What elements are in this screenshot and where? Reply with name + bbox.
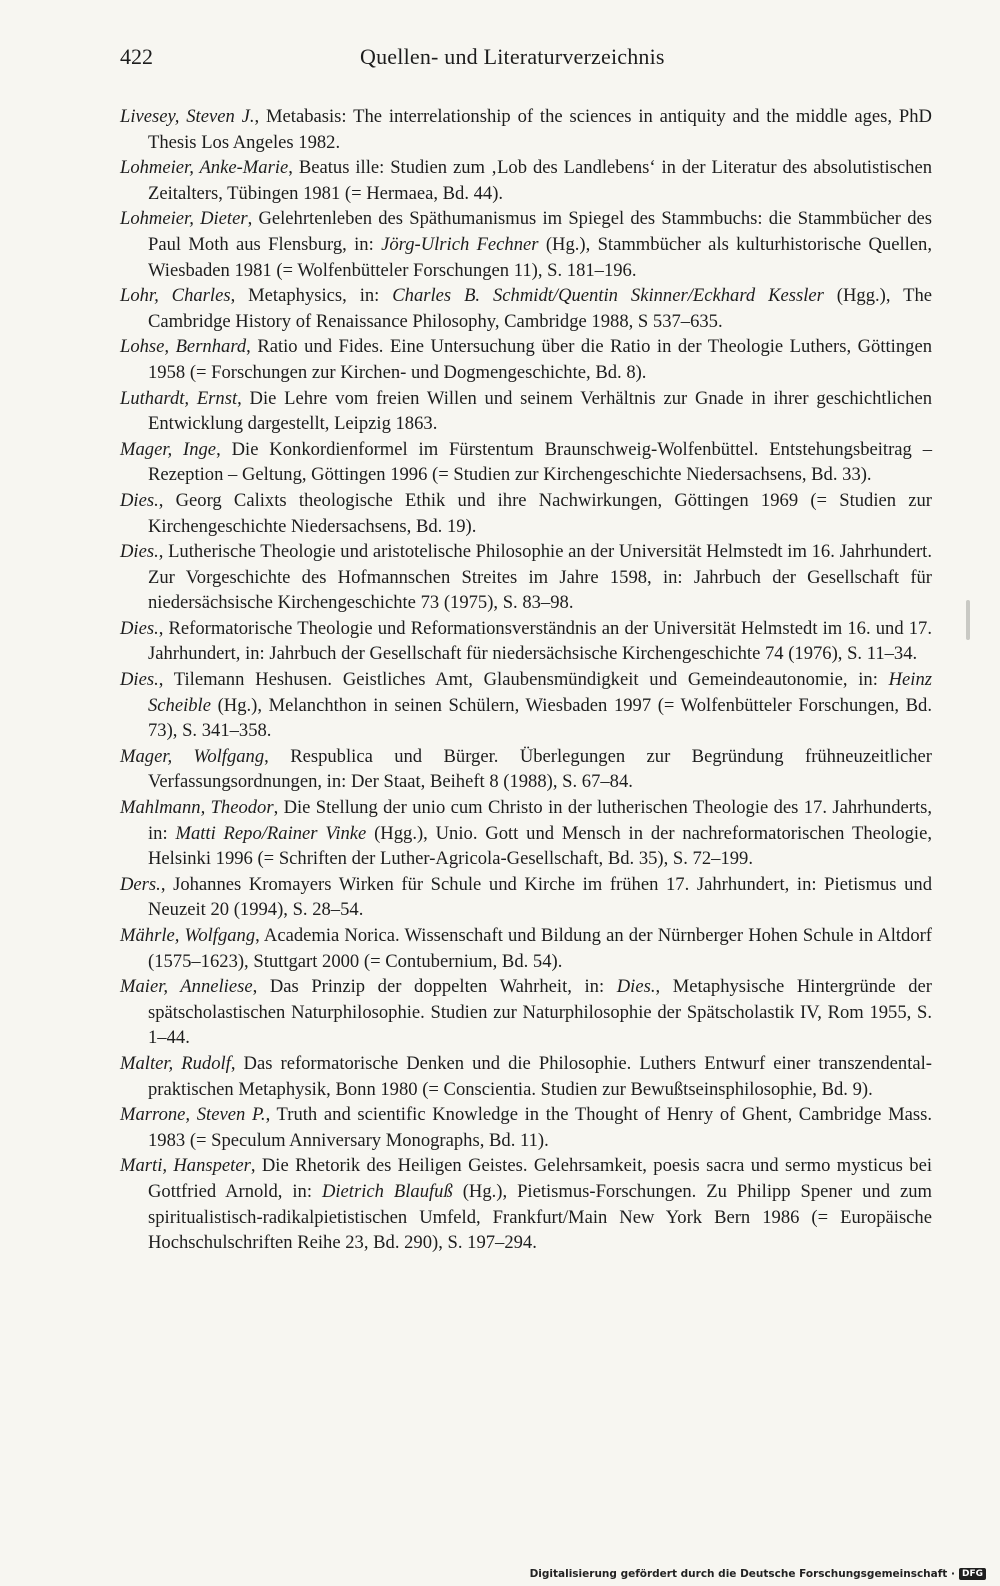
entry-author: Maier, Anneliese xyxy=(120,976,253,998)
bib-entry xyxy=(120,386,932,437)
entry-text: , Truth and scientific Knowledge in the Thought of Henry of Ghent, Cambridge Mass. 1983 (= Speculum Anniversary Monographs, Bd. 11). xyxy=(148,1104,932,1151)
entry-author: Lohmeier, Anke-Marie xyxy=(120,157,289,179)
bibliography-list xyxy=(120,104,932,1256)
entry-editor: Dietrich Blaufuß xyxy=(321,1180,453,1202)
entry-author: Dies. xyxy=(120,617,159,639)
entry-text: , Die Rhetorik des Heiligen Geistes. Gelehrsamkeit, poesis sacra und sermo mysticus bei Gottfried Arnold, in: xyxy=(148,1155,932,1202)
digitization-credit xyxy=(530,1568,986,1580)
bib-entry xyxy=(120,872,932,923)
entry-author: Dies. xyxy=(120,489,159,511)
entry-text-cont: (Hgg.), The Cambridge History of Renaissance Philosophy, Cambridge 1988, S 537–635. xyxy=(148,285,932,332)
entry-text-cont: (Hg.), Pietismus-Forschungen. Zu Philipp Spener und zum spiritualistisch-radikalpietistischen Umfeld, Frankfurt/Main New York Bern 1986 (= Europäische Hochschulschriften Reihe 23, Bd. 290), S. 197–294. xyxy=(148,1180,932,1254)
entry-author: Lohmeier, Dieter xyxy=(120,208,248,230)
entry-text-cont: , Metaphysische Hintergründe der spätscholastischen Naturphilosophie. Studien zur Naturphilosophie der Spätscholastik IV, Rom 1955, S. 1–44. xyxy=(148,976,932,1049)
entry-text: , Die Konkordienformel im Fürstentum Braunschweig-Wolfenbüttel. Entstehungsbeitrag – Rezeption – Geltung, Göttingen 1996 (= Studien zur Kirchengeschichte Niedersachsens, Bd. 33). xyxy=(148,438,932,486)
entry-text: , Academia Norica. Wissenschaft und Bildung an der Nürnberger Hohen Schule in Altdorf (1575–1623), Stuttgart 2000 (= Contubernium, Bd. 54). xyxy=(148,925,932,972)
entry-text: , Metaphysics, in: xyxy=(230,285,393,307)
entry-text: , Die Stellung der unio cum Christo in der lutherischen Theologie des 17. Jahrhunderts, in: xyxy=(148,797,932,844)
entry-text-cont: (Hg.), Melanchthon in seinen Schülern, Wiesbaden 1997 (= Wolfenbütteler Forschungen, Bd. 73), S. 341–358. xyxy=(148,694,932,742)
entry-editor: Matti Repo/Rainer Vinke xyxy=(175,822,367,844)
entry-text: , Gelehrtenleben des Späthumanismus im Spiegel des Stammbuchs: die Stammbücher des Paul Moth aus Flensburg, in: xyxy=(148,208,932,255)
bib-entry xyxy=(120,206,932,283)
entry-author: Dies. xyxy=(120,541,159,563)
bib-entry xyxy=(120,488,932,539)
entry-text: , Metabasis: The interrelationship of the sciences in antiquity and the middle ages, PhD Thesis Los Angeles 1982. xyxy=(148,106,932,153)
bib-entry xyxy=(120,104,932,155)
bib-entry xyxy=(120,1153,932,1255)
entry-author: Lohr, Charles xyxy=(120,285,231,307)
entry-author: Marrone, Steven P. xyxy=(120,1104,266,1126)
entry-text: , Tilemann Heshusen. Geistliches Amt, Glaubensmündigkeit und Gemeindeautonomie, in: xyxy=(158,669,889,691)
entry-author: Livesey, Steven J. xyxy=(120,106,255,127)
entry-author: Mager, Inge xyxy=(120,438,217,460)
entry-text: , Das Prinzip der doppelten Wahrheit, in: xyxy=(252,976,617,998)
scan-mark xyxy=(966,600,970,640)
entry-text: , Lutherische Theologie und aristotelische Philosophie an der Universität Helmstedt im 16. Jahrhundert. Zur Vorgeschichte des Hofmannschen Streites im Jahre 1598, in: Jahrbuch der Gesellschaft für niedersächsische Kirchengeschichte 73 (1975), S. 83–98. xyxy=(148,541,932,614)
entry-author: Marti, Hanspeter xyxy=(120,1155,251,1177)
entry-author: Ders. xyxy=(120,873,161,895)
entry-text: , Beatus ille: Studien zum ‚Lob des Landlebens‘ in der Literatur des absolutistischen Zeitalters, Tübingen 1981 (= Hermaea, Bd. 44). xyxy=(148,157,933,204)
running-head: Quellen- und Literaturverzeichnis xyxy=(360,44,665,69)
entry-editor: Jörg-Ulrich Fechner xyxy=(381,233,539,255)
bib-entry xyxy=(120,334,932,385)
bib-entry xyxy=(120,744,932,795)
entry-author: Dies. xyxy=(120,669,159,691)
entry-text: , Respublica und Bürger. Überlegungen zur Begründung frühneuzeitlicher Verfassungsordnungen, in: Der Staat, Beiheft 8 (1988), S. 67–84. xyxy=(148,745,932,793)
entry-author: Lohse, Bernhard xyxy=(120,336,247,358)
entry-author: Malter, Rudolf xyxy=(120,1052,231,1074)
bib-entry xyxy=(120,539,932,616)
entry-editor: Charles B. Schmidt/Quentin Skinner/Eckhard Kessler xyxy=(392,285,824,307)
credit-text: Digitalisierung gefördert durch die Deutsche Forschungsgemeinschaft · xyxy=(529,1568,955,1580)
entry-text: , Georg Calixts theologische Ethik und ihre Nachwirkungen, Göttingen 1969 (= Studien zur Kirchengeschichte Niedersachsens, Bd. 19). xyxy=(148,489,932,537)
entry-text: , Reformatorische Theologie und Reformationsverständnis an der Universität Helmstedt im 16. und 17. Jahrhundert, in: Jahrbuch der Gesellschaft für niedersächsische Kirchengeschichte 74 (1976), S. 11–34. xyxy=(148,617,932,665)
entry-editor: Heinz Scheible xyxy=(148,669,932,716)
bib-entry xyxy=(120,923,932,974)
bib-entry xyxy=(120,616,932,667)
entry-author: Mager, Wolfgang xyxy=(120,745,265,767)
bib-entry xyxy=(120,155,932,206)
page-header xyxy=(120,44,930,84)
dfg-logo: DFG xyxy=(959,1568,986,1580)
bib-entry xyxy=(120,437,932,488)
entry-author: Luthardt, Ernst xyxy=(120,387,238,409)
entry-text-cont: (Hgg.), Unio. Gott und Mensch in der nachreformatorischen Theologie, Helsinki 1996 (= Schriften der Luther-Agricola-Gesellschaft, Bd. 35), S. 72–199. xyxy=(148,822,932,870)
bib-entry xyxy=(120,974,932,1051)
bib-entry xyxy=(120,1051,932,1102)
page-number: 422 xyxy=(120,44,153,69)
entry-text: , Ratio und Fides. Eine Untersuchung über die Ratio in der Theologie Luthers, Göttingen 1958 (= Forschungen zur Kirchen- und Dogmengeschichte, Bd. 8). xyxy=(148,336,932,383)
bib-entry xyxy=(120,1102,932,1153)
bib-entry xyxy=(120,283,932,334)
bib-entry xyxy=(120,795,932,872)
bib-entry xyxy=(120,667,932,744)
entry-editor: Dies. xyxy=(616,976,656,998)
entry-text-cont: (Hg.), Stammbücher als kulturhistorische Quellen, Wiesbaden 1981 (= Wolfenbütteler Forschungen 11), S. 181–196. xyxy=(148,233,932,281)
entry-text: , Johannes Kromayers Wirken für Schule und Kirche im frühen 17. Jahrhundert, in: Pietismus und Neuzeit 20 (1994), S. 28–54. xyxy=(148,873,932,921)
entry-text: , Die Lehre vom freien Willen und seinem Verhältnis zur Gnade in ihrer geschichtlichen Entwicklung dargestellt, Leipzig 1863. xyxy=(148,387,933,435)
entry-text: , Das reformatorische Denken und die Philosophie. Luthers Entwurf einer transzendental-praktischen Metaphysik, Bonn 1980 (= Conscientia. Studien zur Bewußtseinsphilosophie, Bd. 9). xyxy=(148,1052,932,1100)
entry-author: Mahlmann, Theodor xyxy=(120,797,274,819)
entry-author: Mährle, Wolfgang xyxy=(120,925,256,946)
